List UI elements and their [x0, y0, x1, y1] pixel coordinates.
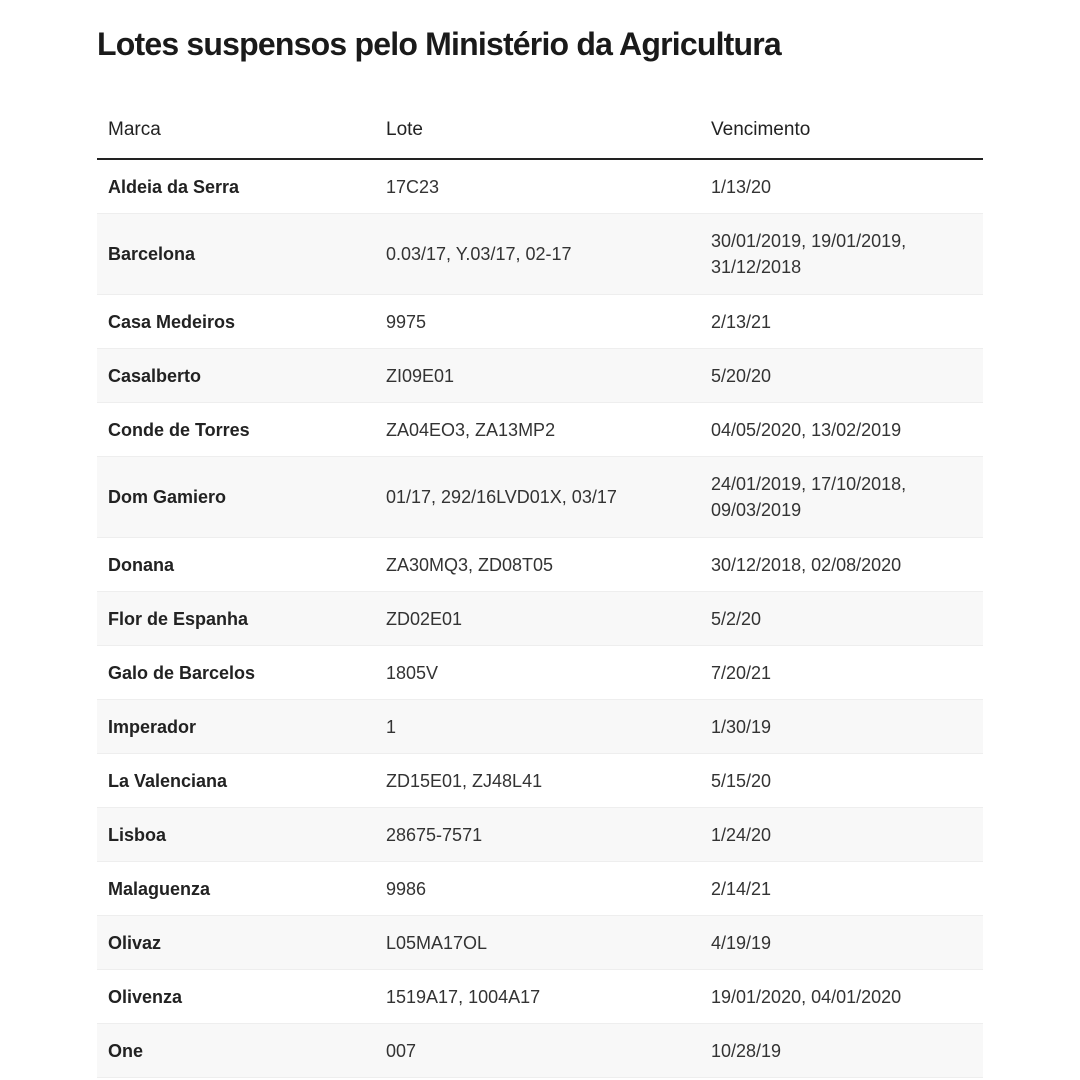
cell-marca: Lisboa [108, 824, 167, 845]
cell-vencimento: 10/28/19 [711, 1040, 782, 1061]
table-row [97, 214, 983, 295]
cell-vencimento: 2/13/21 [711, 311, 772, 332]
table-row [97, 457, 983, 538]
cell-lote: 17C23 [386, 176, 440, 197]
cell-lote: 28675-7571 [386, 824, 483, 845]
cell-vencimento: 5/2/20 [711, 608, 762, 629]
cell-lote: 9975 [386, 311, 427, 332]
cell-lote: ZD15E01, ZJ48L41 [386, 770, 543, 791]
table-row [97, 1024, 983, 1078]
cell-vencimento: 5/15/20 [711, 770, 772, 791]
cell-marca: Donana [108, 554, 175, 575]
table-row [97, 862, 983, 916]
cell-lote: ZI09E01 [386, 365, 455, 386]
page-title: Lotes suspensos pelo Ministério da Agricultura [97, 26, 781, 62]
cell-marca: Olivaz [108, 932, 162, 953]
table-row [97, 295, 983, 349]
table-row [97, 916, 983, 970]
cell-vencimento: 30/12/2018, 02/08/2020 [711, 554, 902, 575]
column-header-marca: Marca [108, 119, 161, 140]
cell-lote: 007 [386, 1040, 417, 1061]
cell-marca: Malaguenza [108, 878, 211, 899]
cell-lote: 1805V [386, 662, 439, 683]
table-row [97, 808, 983, 862]
cell-marca: One [108, 1040, 144, 1061]
cell-vencimento: 1/30/19 [711, 716, 772, 737]
cell-lote: ZD02E01 [386, 608, 463, 629]
cell-vencimento: 24/01/2019, 17/10/2018, 09/03/2019 [711, 474, 907, 520]
cell-marca: Flor de Espanha [108, 608, 249, 629]
cell-vencimento: 2/14/21 [711, 878, 772, 899]
cell-marca: Conde de Torres [108, 419, 250, 440]
cell-vencimento: 5/20/20 [711, 365, 772, 386]
cell-marca: Dom Gamiero [108, 487, 227, 507]
table-row [97, 700, 983, 754]
cell-vencimento: 1/13/20 [711, 176, 772, 197]
cell-marca: Olivenza [108, 986, 183, 1007]
table-row [97, 592, 983, 646]
cell-vencimento: 30/01/2019, 19/01/2019, 31/12/2018 [711, 231, 907, 277]
cell-lote: 1519A17, 1004A17 [386, 986, 541, 1007]
cell-lote: L05MA17OL [386, 932, 488, 953]
cell-vencimento: 4/19/19 [711, 932, 772, 953]
cell-marca: Aldeia da Serra [108, 176, 240, 197]
cell-marca: Galo de Barcelos [108, 662, 256, 683]
table-row [97, 403, 983, 457]
cell-vencimento: 19/01/2020, 04/01/2020 [711, 986, 902, 1007]
table-row [97, 538, 983, 592]
table-row [97, 970, 983, 1024]
column-header-lote: Lote [386, 119, 423, 140]
cell-marca: La Valenciana [108, 770, 228, 791]
cell-lote: ZA30MQ3, ZD08T05 [386, 554, 554, 575]
cell-marca: Imperador [108, 716, 197, 737]
cell-vencimento: 04/05/2020, 13/02/2019 [711, 419, 902, 440]
column-header-vencimento: Vencimento [711, 119, 811, 140]
table-row [97, 646, 983, 700]
cell-marca: Barcelona [108, 244, 196, 264]
cell-vencimento: 1/24/20 [711, 824, 772, 845]
cell-lote: 1 [386, 716, 397, 737]
table-row [97, 160, 983, 214]
cell-lote: 01/17, 292/16LVD01X, 03/17 [386, 487, 617, 507]
cell-marca: Casalberto [108, 365, 202, 386]
cell-lote: 9986 [386, 878, 427, 899]
table-row [97, 349, 983, 403]
cell-lote: ZA04EO3, ZA13MP2 [386, 419, 556, 440]
table-header-row [97, 102, 983, 160]
cell-vencimento: 7/20/21 [711, 662, 772, 683]
cell-marca: Casa Medeiros [108, 311, 236, 332]
lots-table [97, 102, 983, 1078]
cell-lote: 0.03/17, Y.03/17, 02-17 [386, 244, 572, 264]
table-row [97, 754, 983, 808]
